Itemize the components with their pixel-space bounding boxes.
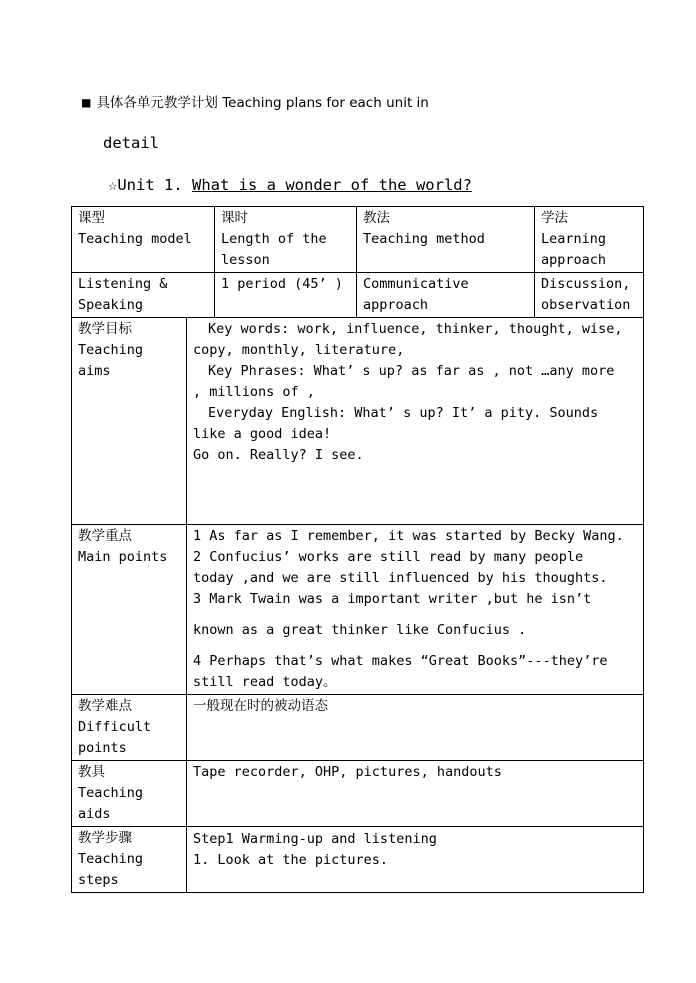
aims-line: like a good idea! [193,426,332,442]
value-cell-length: 1 period (45’ ) [215,273,357,318]
section-title [82,92,429,113]
value-cell-method: Communicative approach [357,273,535,318]
header-row [72,207,644,273]
header-cell-model: 课型 Teaching model [72,207,215,273]
difficult-content: 一般现在时的被动语态 [187,695,644,761]
step-line: 1. Look at the pictures. [193,852,389,868]
steps-row [72,827,644,893]
difficult-label: 教学难点 Difficult points [72,695,187,761]
steps-content [187,827,644,893]
main-point-line: 1 As far as I remember, it was started by Becky Wang. [193,528,624,544]
aims-content [187,318,644,525]
aids-content: Tape recorder, OHP, pictures, handouts [187,761,644,827]
aims-line: Everyday English: What’ s up? It’ a pity. Sounds [208,405,599,421]
aids-label: 教具 Teaching aids [72,761,187,827]
aims-line: , millions of , [193,384,315,400]
aims-row [72,318,644,525]
main-point-line: still read today。 [193,674,337,690]
header-cell-length: 课时 Length of the lesson [215,207,357,273]
value-cell-model: Listening & Speaking [72,273,215,318]
main-points-content [187,525,644,695]
main-points-label: 教学重点 Main points [72,525,187,695]
steps-label: 教学步骤 Teaching steps [72,827,187,893]
unit-prefix: ☆Unit 1. [108,176,192,194]
main-points-row [72,525,644,695]
section-title-cont: detail [103,134,159,152]
main-point-line: 2 Confucius’ works are still read by many people [193,549,584,565]
step-line: Step1 Warming-up and listening [193,831,437,847]
header-cell-method: 教法 Teaching method [357,207,535,273]
main-point-line: 3 Mark Twain was a important writer ,but he isn’t [193,591,592,607]
unit-title [108,175,472,195]
aims-line: copy, monthly, literature, [193,342,405,358]
difficult-row [72,695,644,761]
teaching-plan-table [71,206,644,893]
section-title-text: 具体各单元教学计划 Teaching plans for each unit in [96,95,429,111]
square-bullet-icon: ■ [82,95,91,111]
main-point-line: today ,and we are still influenced by his thoughts. [193,570,608,586]
value-cell-approach: Discussion, observation [535,273,644,318]
main-point-line: 4 Perhaps that’s what makes “Great Books”---they’re [193,653,608,669]
header-cell-approach: 学法 Learning approach [535,207,644,273]
main-point-line: known as a great thinker like Confucius . [193,622,527,638]
aims-line: Key Phrases: What’ s up? as far as , not …any more [208,363,615,379]
aims-label: 教学目标 Teaching aims [72,318,187,525]
value-row [72,273,644,318]
unit-title-text: What is a wonder of the world? [192,176,472,194]
aims-line: Go on. Really? I see. [193,447,364,463]
aims-line: Key words: work, influence, thinker, thought, wise, [208,321,623,337]
aids-row [72,761,644,827]
